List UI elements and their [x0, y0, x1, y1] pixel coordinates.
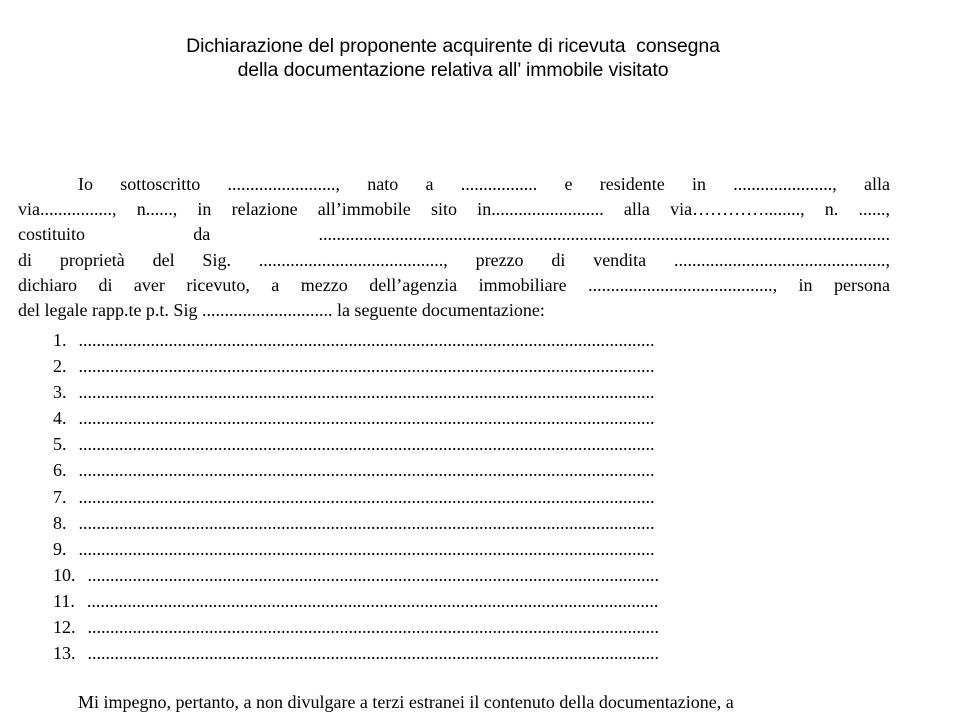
item-blank-line: ................................................................................................................................ — [78, 434, 655, 455]
list-item — [53, 536, 885, 562]
item-blank-line: ................................................................................................................................ — [78, 356, 655, 377]
item-blank-line: ............................................................................................................................... — [87, 617, 659, 638]
item-number: 11. — [53, 590, 75, 611]
item-number: 2. — [53, 356, 67, 377]
item-number: 5. — [53, 434, 67, 455]
list-item — [53, 353, 885, 379]
closing-statement: Mi impegno, pertanto, a non divulgare a terzi estranei il contenuto della documentazione, a — [78, 692, 734, 712]
list-item — [53, 484, 885, 510]
documentation-list — [53, 327, 885, 666]
item-blank-line: ............................................................................................................................... — [86, 590, 659, 611]
list-item — [53, 405, 885, 431]
paragraph-line: costituito da ............................................................................................................................... — [18, 224, 890, 245]
list-item — [53, 457, 885, 483]
item-blank-line: ............................................................................................................................... — [87, 643, 659, 664]
list-item — [53, 379, 885, 405]
list-item — [53, 327, 885, 353]
list-item — [53, 562, 885, 588]
item-blank-line: ................................................................................................................................ — [78, 408, 655, 429]
item-blank-line: ................................................................................................................................ — [78, 460, 655, 481]
declaration-paragraph — [18, 172, 890, 323]
item-number: 1. — [53, 330, 67, 350]
item-number: 7. — [53, 486, 67, 507]
item-blank-line: ............................................................................................................................... — [87, 564, 659, 585]
paragraph-line: Io sottoscritto ........................, nato a ................. e residente in ......................, alla — [78, 174, 890, 194]
item-number: 6. — [53, 460, 67, 481]
title-line-1: Dichiarazione del proponente acquirente di ricevuta consegna — [186, 35, 720, 57]
item-blank-line: ................................................................................................................................ — [78, 538, 655, 559]
paragraph-line: dichiaro di aver ricevuto, a mezzo dell’agenzia immobiliare ........................................., in persona — [18, 274, 890, 295]
list-item — [53, 614, 885, 640]
item-blank-line: ................................................................................................................................ — [78, 330, 655, 350]
item-number: 8. — [53, 512, 67, 533]
item-number: 10. — [53, 564, 76, 585]
item-blank-line: ................................................................................................................................ — [78, 512, 655, 533]
item-number: 3. — [53, 382, 67, 403]
list-item — [53, 640, 885, 666]
title-line-2: della documentazione relativa all’ immobile visitato — [237, 59, 669, 81]
list-item — [53, 431, 885, 457]
item-number: 4. — [53, 408, 67, 429]
paragraph-line: del legale rapp.te p.t. Sig ............................. la seguente documentazione: — [18, 299, 545, 320]
paragraph-line: di proprietà del Sig. ........................................., prezzo di vendita ..............................................., — [18, 249, 890, 270]
item-blank-line: ................................................................................................................................ — [78, 486, 655, 507]
item-number: 12. — [53, 617, 76, 638]
document-title — [0, 34, 906, 82]
item-number: 9. — [53, 538, 67, 559]
list-item — [53, 510, 885, 536]
list-item — [53, 588, 885, 614]
item-number: 13. — [53, 643, 76, 664]
item-blank-line: ................................................................................................................................ — [78, 382, 655, 403]
paragraph-line: via................, n......, in relazione all’immobile sito in......................... alla via…………........, n. ......, — [18, 199, 890, 220]
